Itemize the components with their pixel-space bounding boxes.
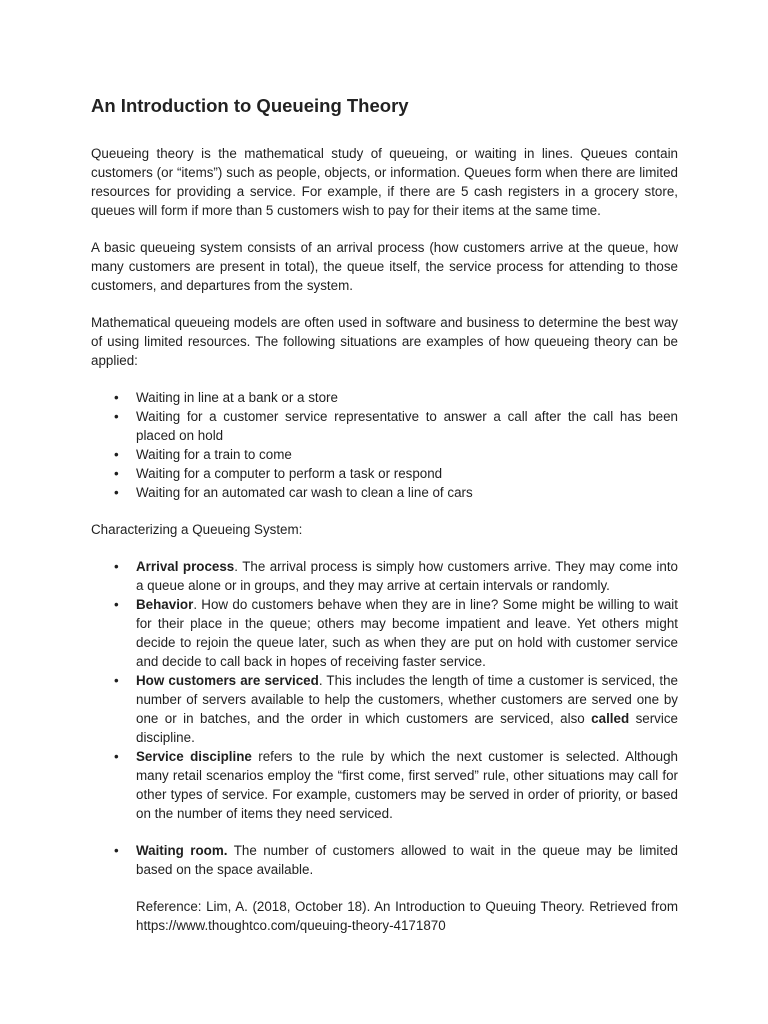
characterizing-heading: Characterizing a Queueing System: xyxy=(91,522,303,537)
basic-system-paragraph: A basic queueing system consists of an arrival process (how customers arrive at the queue, how many customers are present in total), the queue itself, the service process for attending to those customers, and departures from the system. xyxy=(91,240,678,293)
list-item-text: Waiting in line at a bank or a store xyxy=(136,390,338,405)
list-item xyxy=(114,388,678,407)
models-paragraph: Mathematical queueing models are often used in software and business to determine the best way of using limited resources. The following situations are examples of how queueing theory can be applied: xyxy=(91,315,678,368)
list-item xyxy=(114,407,678,445)
bullet-marker: • xyxy=(114,390,119,405)
list-item xyxy=(114,841,679,879)
bullet-marker: • xyxy=(114,673,119,688)
term-label: Behavior xyxy=(136,597,194,612)
bullet-marker: • xyxy=(114,447,119,462)
list-item xyxy=(114,557,678,595)
characteristics-list xyxy=(91,557,678,879)
list-item xyxy=(114,483,678,502)
bullet-marker: • xyxy=(114,843,119,858)
term-description-secondary: service discipline. xyxy=(136,711,678,745)
reference-citation: Reference: Lim, A. (2018, October 18). An Introduction to Queuing Theory. Retrieved from https://www.thoughtco.com/queuing-theory-4171870 xyxy=(136,899,678,933)
list-item-text: Waiting for a train to come xyxy=(136,447,292,462)
bullet-marker: • xyxy=(114,749,119,764)
term-label: How customers are serviced xyxy=(136,673,319,688)
bullet-marker: • xyxy=(114,409,119,424)
term-description: . The arrival process is simply how customers arrive. They may come into a queue alone or in groups, and they may arrive at certain intervals or randomly. xyxy=(136,559,678,593)
bullet-marker: • xyxy=(114,597,119,612)
list-item xyxy=(114,464,678,483)
list-item xyxy=(114,747,678,823)
term-label: Arrival process xyxy=(136,559,235,574)
term-label-secondary: called xyxy=(591,711,630,726)
list-item xyxy=(114,671,678,747)
list-item-text: Waiting for a customer service representative to answer a call after the call has been placed on hold xyxy=(136,409,678,443)
bullet-marker: • xyxy=(114,559,119,574)
list-spacer xyxy=(136,823,678,841)
term-label: Waiting room. xyxy=(136,843,228,858)
intro-paragraph: Queueing theory is the mathematical study of queueing, or waiting in lines. Queues contain customers (or “items”) such as people, objects, or information. Queues form when there are limited resources for providing a service. For example, if there are 5 cash registers in a grocery store, queues will form if more than 5 customers wish to pay for their items at the same time. xyxy=(91,146,678,218)
term-description: . How do customers behave when they are in line? Some might be willing to wait for their place in the queue; others may become impatient and leave. Yet others might decide to rejoin the queue later, such as when they are put on hold with customer service and decide to call back in hopes of receiving faster service. xyxy=(136,597,678,669)
document-title: An Introduction to Queueing Theory xyxy=(91,95,409,116)
examples-list xyxy=(91,388,678,502)
list-item-text: Waiting for a computer to perform a task or respond xyxy=(136,466,443,481)
term-description: The number of customers allowed to wait in the queue may be limited based on the space available. xyxy=(136,843,679,877)
list-item xyxy=(114,595,678,671)
term-description: refers to the rule by which the next customer is selected. Although many retail scenarios employ the “first come, first served” rule, other situations may call for other types of service. For example, customers may be served in order of priority, or based on the number of items they need serviced. xyxy=(136,749,678,821)
term-label: Service discipline xyxy=(136,749,252,764)
term-description: . This includes the length of time a customer is serviced, the number of servers available to help the customers, whether customers are served one by one or in batches, and the order in which customers are serviced, also xyxy=(136,673,678,726)
bullet-marker: • xyxy=(114,485,119,500)
bullet-marker: • xyxy=(114,466,119,481)
list-item xyxy=(114,445,678,464)
list-item-text: Waiting for an automated car wash to clean a line of cars xyxy=(136,485,473,500)
